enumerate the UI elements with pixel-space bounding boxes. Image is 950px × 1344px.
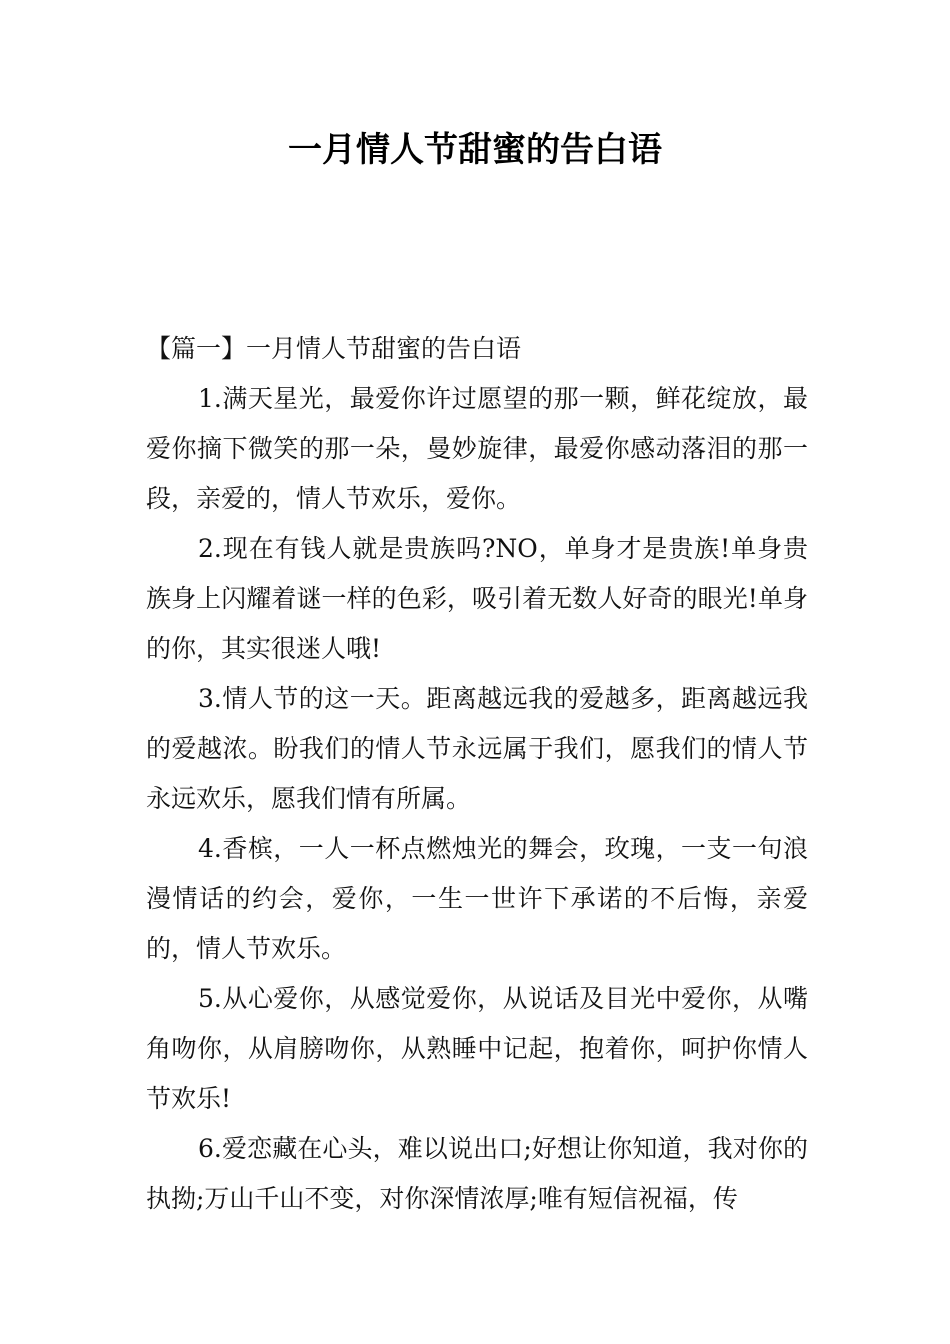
paragraph-5: 5.从心爱你，从感觉爱你，从说话及目光中爱你，从嘴角吻你，从肩膀吻你，从熟睡中记起，抱着你，呵护你情人节欢乐! [146,984,808,1113]
document-body [146,324,808,1224]
paragraph-2: 2.现在有钱人就是贵族吗?NO，单身才是贵族!单身贵族身上闪耀着谜一样的色彩，吸引着无数人好奇的眼光!单身的你，其实很迷人哦! [146,534,808,663]
paragraph-6: 6.爱恋藏在心头，难以说出口;好想让你知道，我对你的执拗;万山千山不变，对你深情浓厚;唯有短信祝福，传 [146,1134,808,1213]
section-heading: 【篇一】一月情人节甜蜜的告白语 [146,334,522,363]
paragraph-4: 4.香槟，一人一杯点燃烛光的舞会，玫瑰，一支一句浪漫情话的约会，爱你，一生一世许下承诺的不后悔，亲爱的，情人节欢乐。 [146,834,808,963]
document-title: 一月情人节甜蜜的告白语 [288,130,662,170]
paragraph-3: 3.情人节的这一天。距离越远我的爱越多，距离越远我的爱越浓。盼我们的情人节永远属于我们，愿我们的情人节永远欢乐，愿我们情有所属。 [146,684,808,813]
paragraph-1: 1.满天星光，最爱你许过愿望的那一颗，鲜花绽放，最爱你摘下微笑的那一朵，曼妙旋律，最爱你感动落泪的那一段，亲爱的，情人节欢乐，爱你。 [146,384,808,513]
